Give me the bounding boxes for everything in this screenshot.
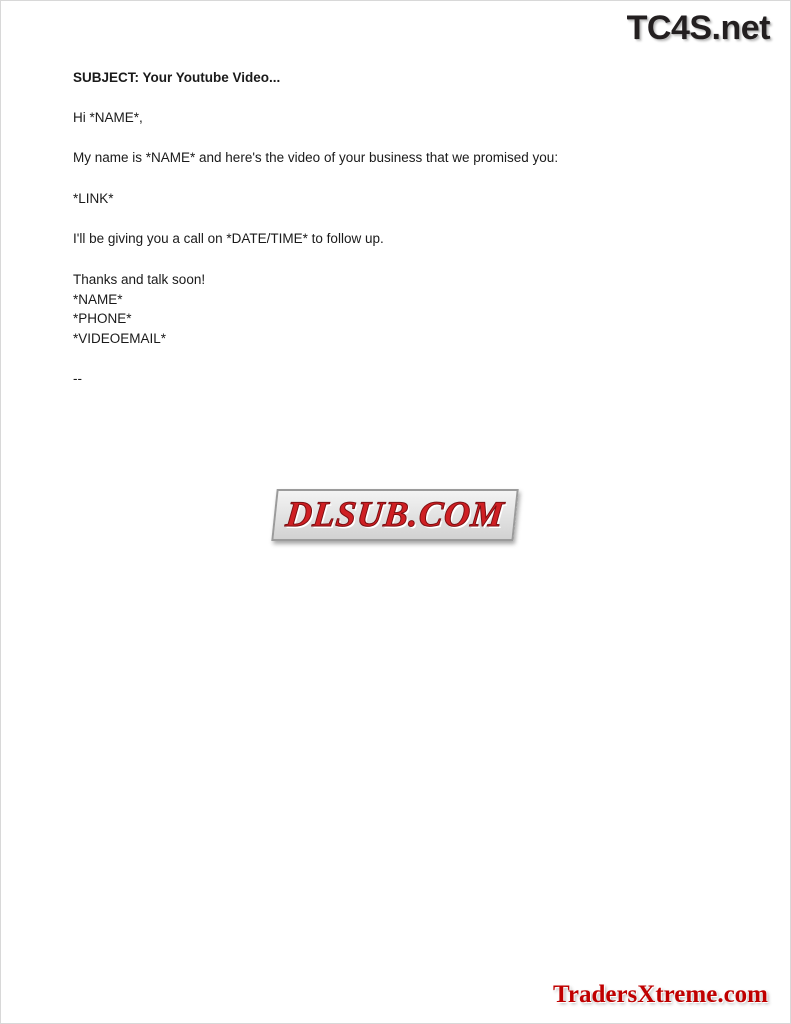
email-subject-line: SUBJECT: Your Youtube Video... [73, 70, 281, 85]
watermark-text: DLSUB.COM [272, 489, 520, 541]
email-greeting: Hi *NAME*, [73, 110, 143, 126]
email-intro-paragraph: My name is *NAME* and here's the video of your business that we promised you: [73, 150, 559, 166]
signature-name: *NAME* [73, 291, 123, 307]
footer-brand-logo: TradersXtreme.com [553, 981, 768, 1008]
watermark [1, 489, 790, 541]
email-signature-block [73, 270, 713, 348]
site-logo-top: TC4S.net [626, 9, 770, 47]
email-link-placeholder: *LINK* [73, 190, 114, 206]
signature-phone: *PHONE* [73, 311, 132, 327]
email-template-body [73, 69, 713, 389]
email-followup-paragraph: I'll be giving you a call on *DATE/TIME* to follow up. [73, 230, 384, 246]
signature-videoemail: *VIDEOEMAIL* [73, 330, 167, 346]
signature-separator: -- [73, 371, 82, 387]
email-closing-line: Thanks and talk soon! [73, 272, 206, 288]
